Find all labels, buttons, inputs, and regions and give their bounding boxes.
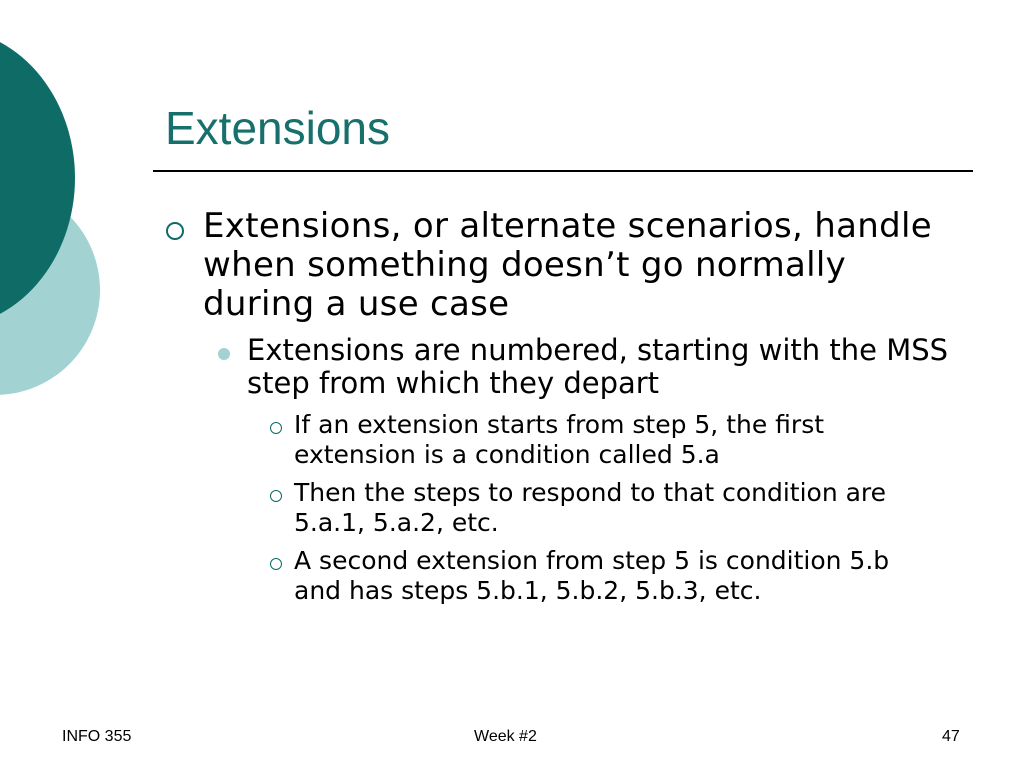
bullet-level3-text: A second extension from step 5 is condition 5.b and has steps 5.b.1, 5.b.2, 5.b.3, etc. — [294, 546, 890, 605]
bullet-level3-text: Then the steps to respond to that condition are 5.a.1, 5.a.2, etc. — [294, 478, 887, 537]
filled-circle-bullet-icon — [218, 348, 230, 360]
bullet-level1 — [166, 207, 946, 324]
footer-course: INFO 355 — [62, 728, 132, 745]
bullet-level2 — [218, 334, 968, 400]
footer-page-number: 47 — [942, 728, 960, 745]
bullet-level1-text: Extensions, or alternate scenarios, handle when something doesn’t go normally during a use case — [203, 206, 932, 324]
bullet-level2-text: Extensions are numbered, starting with the MSS step from which they depart — [247, 333, 949, 400]
hollow-circle-bullet-icon — [270, 558, 282, 570]
bullet-level3-item — [270, 546, 930, 606]
title-divider — [153, 170, 973, 172]
bullet-level3-item — [270, 410, 910, 470]
slide-title: Extensions — [165, 102, 391, 154]
hollow-circle-bullet-icon — [166, 222, 184, 240]
hollow-circle-bullet-icon — [270, 422, 282, 434]
hollow-circle-bullet-icon — [270, 490, 282, 502]
bullet-level3-text: If an extension starts from step 5, the first extension is a condition called 5.a — [294, 410, 825, 469]
bullet-level3-item — [270, 478, 910, 538]
footer-week: Week #2 — [474, 728, 537, 745]
